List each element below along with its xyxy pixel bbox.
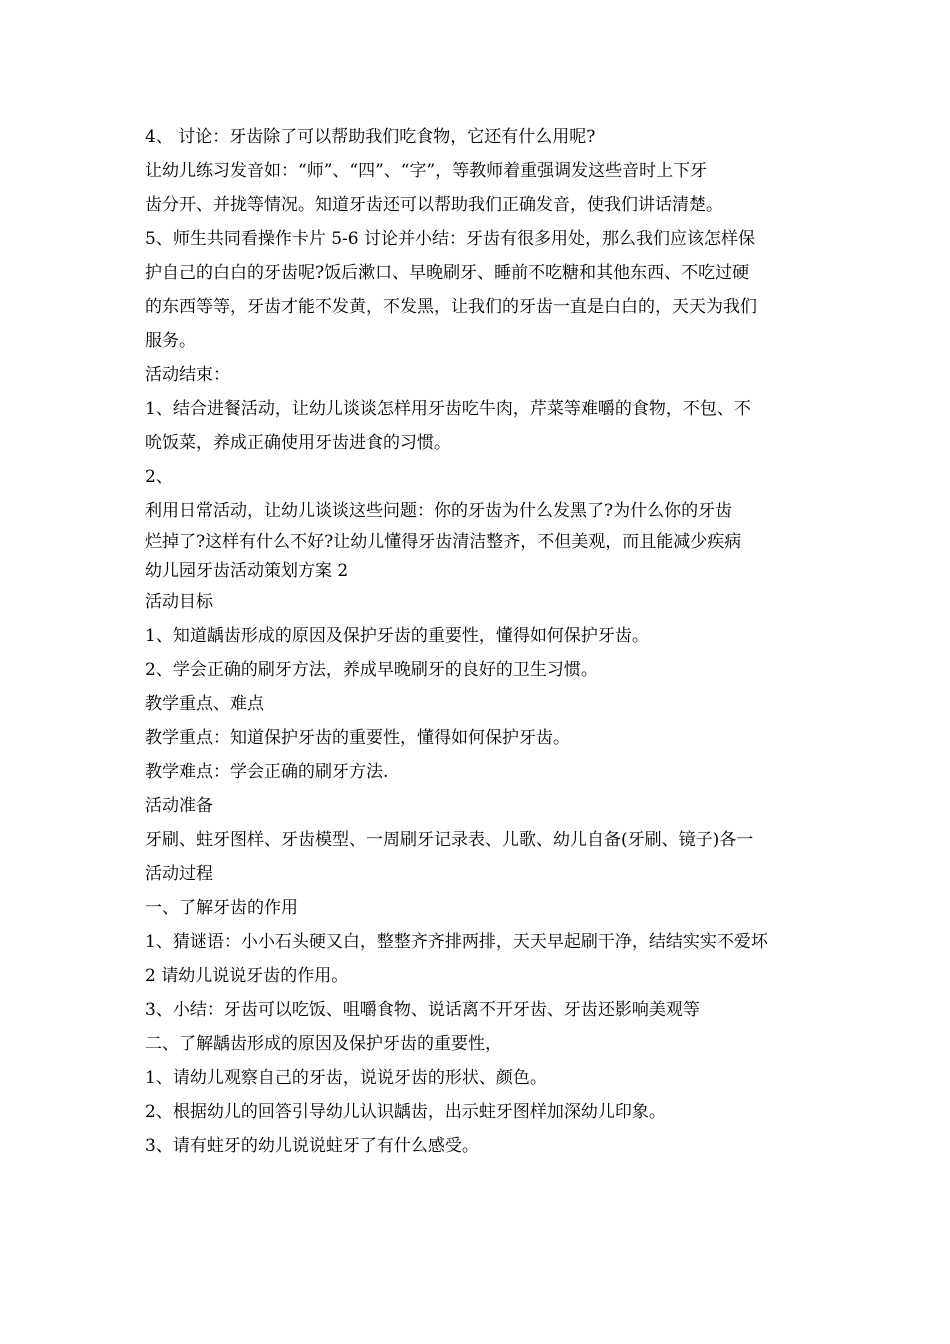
text-line: 烂掉了?这样有什么不好?让幼儿懂得牙齿清洁整齐，不但美观，而且能减少疾病 xyxy=(145,532,742,552)
text-line: 2、 xyxy=(145,467,173,487)
text-line: 1、请幼儿观察自己的牙齿，说说牙齿的形状、颜色。 xyxy=(145,1068,547,1088)
text-line: 护自己的白白的牙齿呢?饭后漱口、早晚刷牙、睡前不吃糖和其他东西、不吃过硬 xyxy=(145,263,750,283)
section-heading: 活动结束： xyxy=(145,365,230,385)
text-line: 利用日常活动，让幼儿谈谈这些问题：你的牙齿为什么发黑了?为什么你的牙齿 xyxy=(145,501,733,521)
text-line: 1、知道龋齿形成的原因及保护牙齿的重要性，懂得如何保护牙齿。 xyxy=(145,626,649,646)
section-heading: 活动过程 xyxy=(145,864,213,884)
text-line: 2 请幼儿说说牙齿的作用。 xyxy=(145,966,349,986)
document-body xyxy=(145,120,810,1163)
text-line: 4、 讨论：牙齿除了可以帮助我们吃食物，它还有什么用呢? xyxy=(145,127,596,147)
section-heading: 教学重点、难点 xyxy=(145,694,264,714)
text-line: 3、小结：牙齿可以吃饭、咀嚼食物、说话离不开牙齿、牙齿还影响美观等 xyxy=(145,1000,700,1020)
text-line: 教学难点：学会正确的刷牙方法. xyxy=(145,762,389,782)
text-line: 2、根据幼儿的回答引导幼儿认识龋齿，出示蛀牙图样加深幼儿印象。 xyxy=(145,1102,666,1122)
section-heading: 活动准备 xyxy=(145,796,213,816)
text-line: 2、学会正确的刷牙方法，养成早晚刷牙的良好的卫生习惯。 xyxy=(145,660,598,680)
document-title: 幼儿园牙齿活动策划方案 2 xyxy=(145,560,349,581)
text-line: 服务。 xyxy=(145,331,196,351)
text-line: 教学重点：知道保护牙齿的重要性，懂得如何保护牙齿。 xyxy=(145,728,570,748)
text-line: 齿分开、并拢等情况。知道牙齿还可以帮助我们正确发音，使我们讲话清楚。 xyxy=(145,195,723,215)
text-line: 吮饭菜，养成正确使用牙齿进食的习惯。 xyxy=(145,433,451,453)
section-heading: 一、了解牙齿的作用 xyxy=(145,898,298,918)
text-line: 3、请有蛀牙的幼儿说说蛀牙了有什么感受。 xyxy=(145,1136,479,1156)
text-line: 1、结合进餐活动，让幼儿谈谈怎样用牙齿吃牛肉，芹菜等难嚼的食物，不包、不 xyxy=(145,399,751,419)
text-line: 让幼儿练习发音如：“师”、“四”、“字”，等教师着重强调发这些音时上下牙 xyxy=(145,161,708,181)
section-heading: 二、了解龋齿形成的原因及保护牙齿的重要性， xyxy=(145,1034,502,1054)
text-line: 1、猜谜语：小小石头硬又白，整整齐齐排两排，天天早起刷干净，结结实实不爱坏 xyxy=(145,932,768,952)
text-line: 牙刷、蛀牙图样、牙齿模型、一周刷牙记录表、儿歌、幼儿自备(牙刷、镜子)各一 xyxy=(145,830,754,850)
text-line: 的东西等等，牙齿才能不发黄，不发黑，让我们的牙齿一直是白白的，天天为我们 xyxy=(145,297,757,317)
section-heading: 活动目标 xyxy=(145,592,213,612)
text-line: 5、师生共同看操作卡片 5-6 讨论并小结：牙齿有很多用处，那么我们应该怎样保 xyxy=(145,229,755,249)
